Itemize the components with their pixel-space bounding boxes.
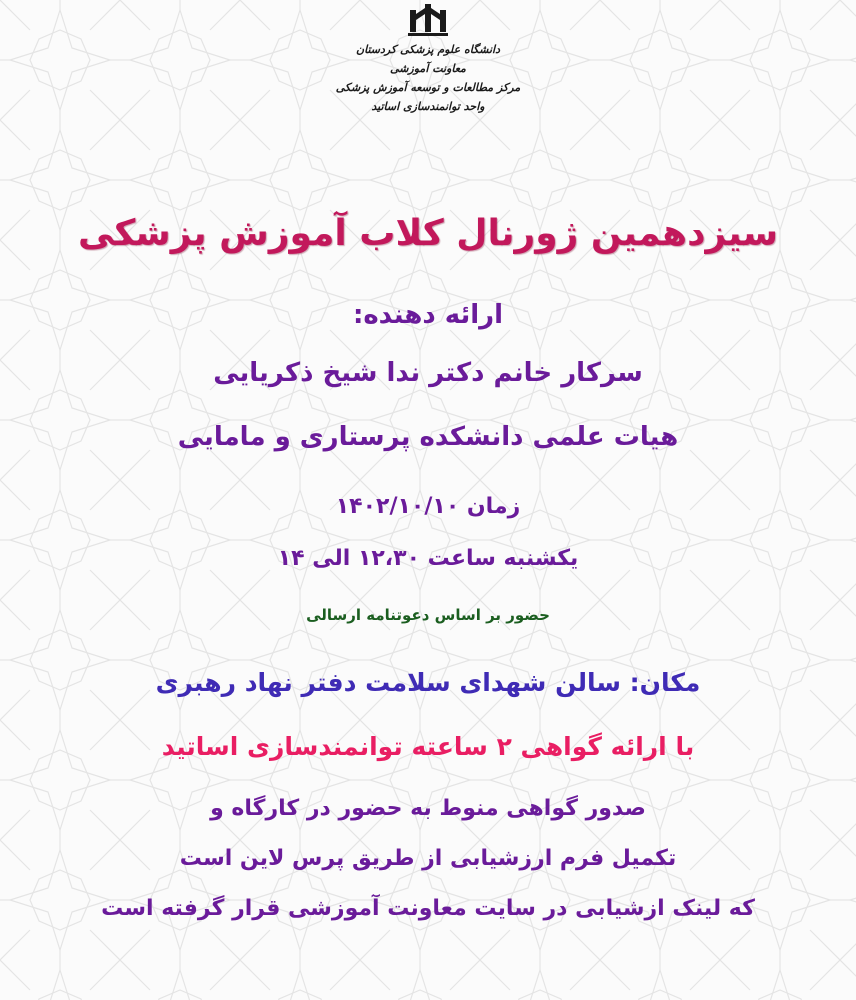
presenter-department: هیات علمی دانشکده پرستاری و مامایی [177,422,679,452]
header-university: دانشگاه علوم پزشکی کردستان [356,43,500,56]
certificate-info: با ارائه گواهی ۲ ساعته توانمندسازی اساتید [161,732,695,761]
event-location: مکان: سالن شهدای سلامت دفتر نهاد رهبری [155,668,701,697]
presenter-label: ارائه دهنده: [352,300,504,330]
header-center: مرکز مطالعات و توسعه آموزش پزشکی [335,81,521,94]
certificate-condition-line-2: تکمیل فرم ارزشیابی از طریق پرس لاین است [179,846,677,871]
attendance-note: حضور بر اساس دعوتنامه ارسالی [306,606,550,624]
header-deputy: معاونت آموزشی [390,62,466,75]
presenter-name: سرکار خانم دکتر ندا شیخ ذکریایی [213,358,643,388]
university-emblem-icon [406,4,450,38]
certificate-condition-line-1: صدور گواهی منوط به حضور در کارگاه و [210,796,646,821]
page-title: سیزدهمین ژورنال کلاب آموزش پزشکی [77,213,779,254]
event-date: زمان ۱۴۰۲/۱۰/۱۰ [335,494,521,519]
event-time: یکشنبه ساعت ۱۲،۳۰ الی ۱۴ [277,546,579,571]
certificate-condition-line-3: که لینک ازشیابی در سایت معاونت آموزشی قرار گرفته است [101,896,755,921]
letterhead [0,4,856,114]
header-unit: واحد توانمندسازی اساتید [371,100,485,113]
